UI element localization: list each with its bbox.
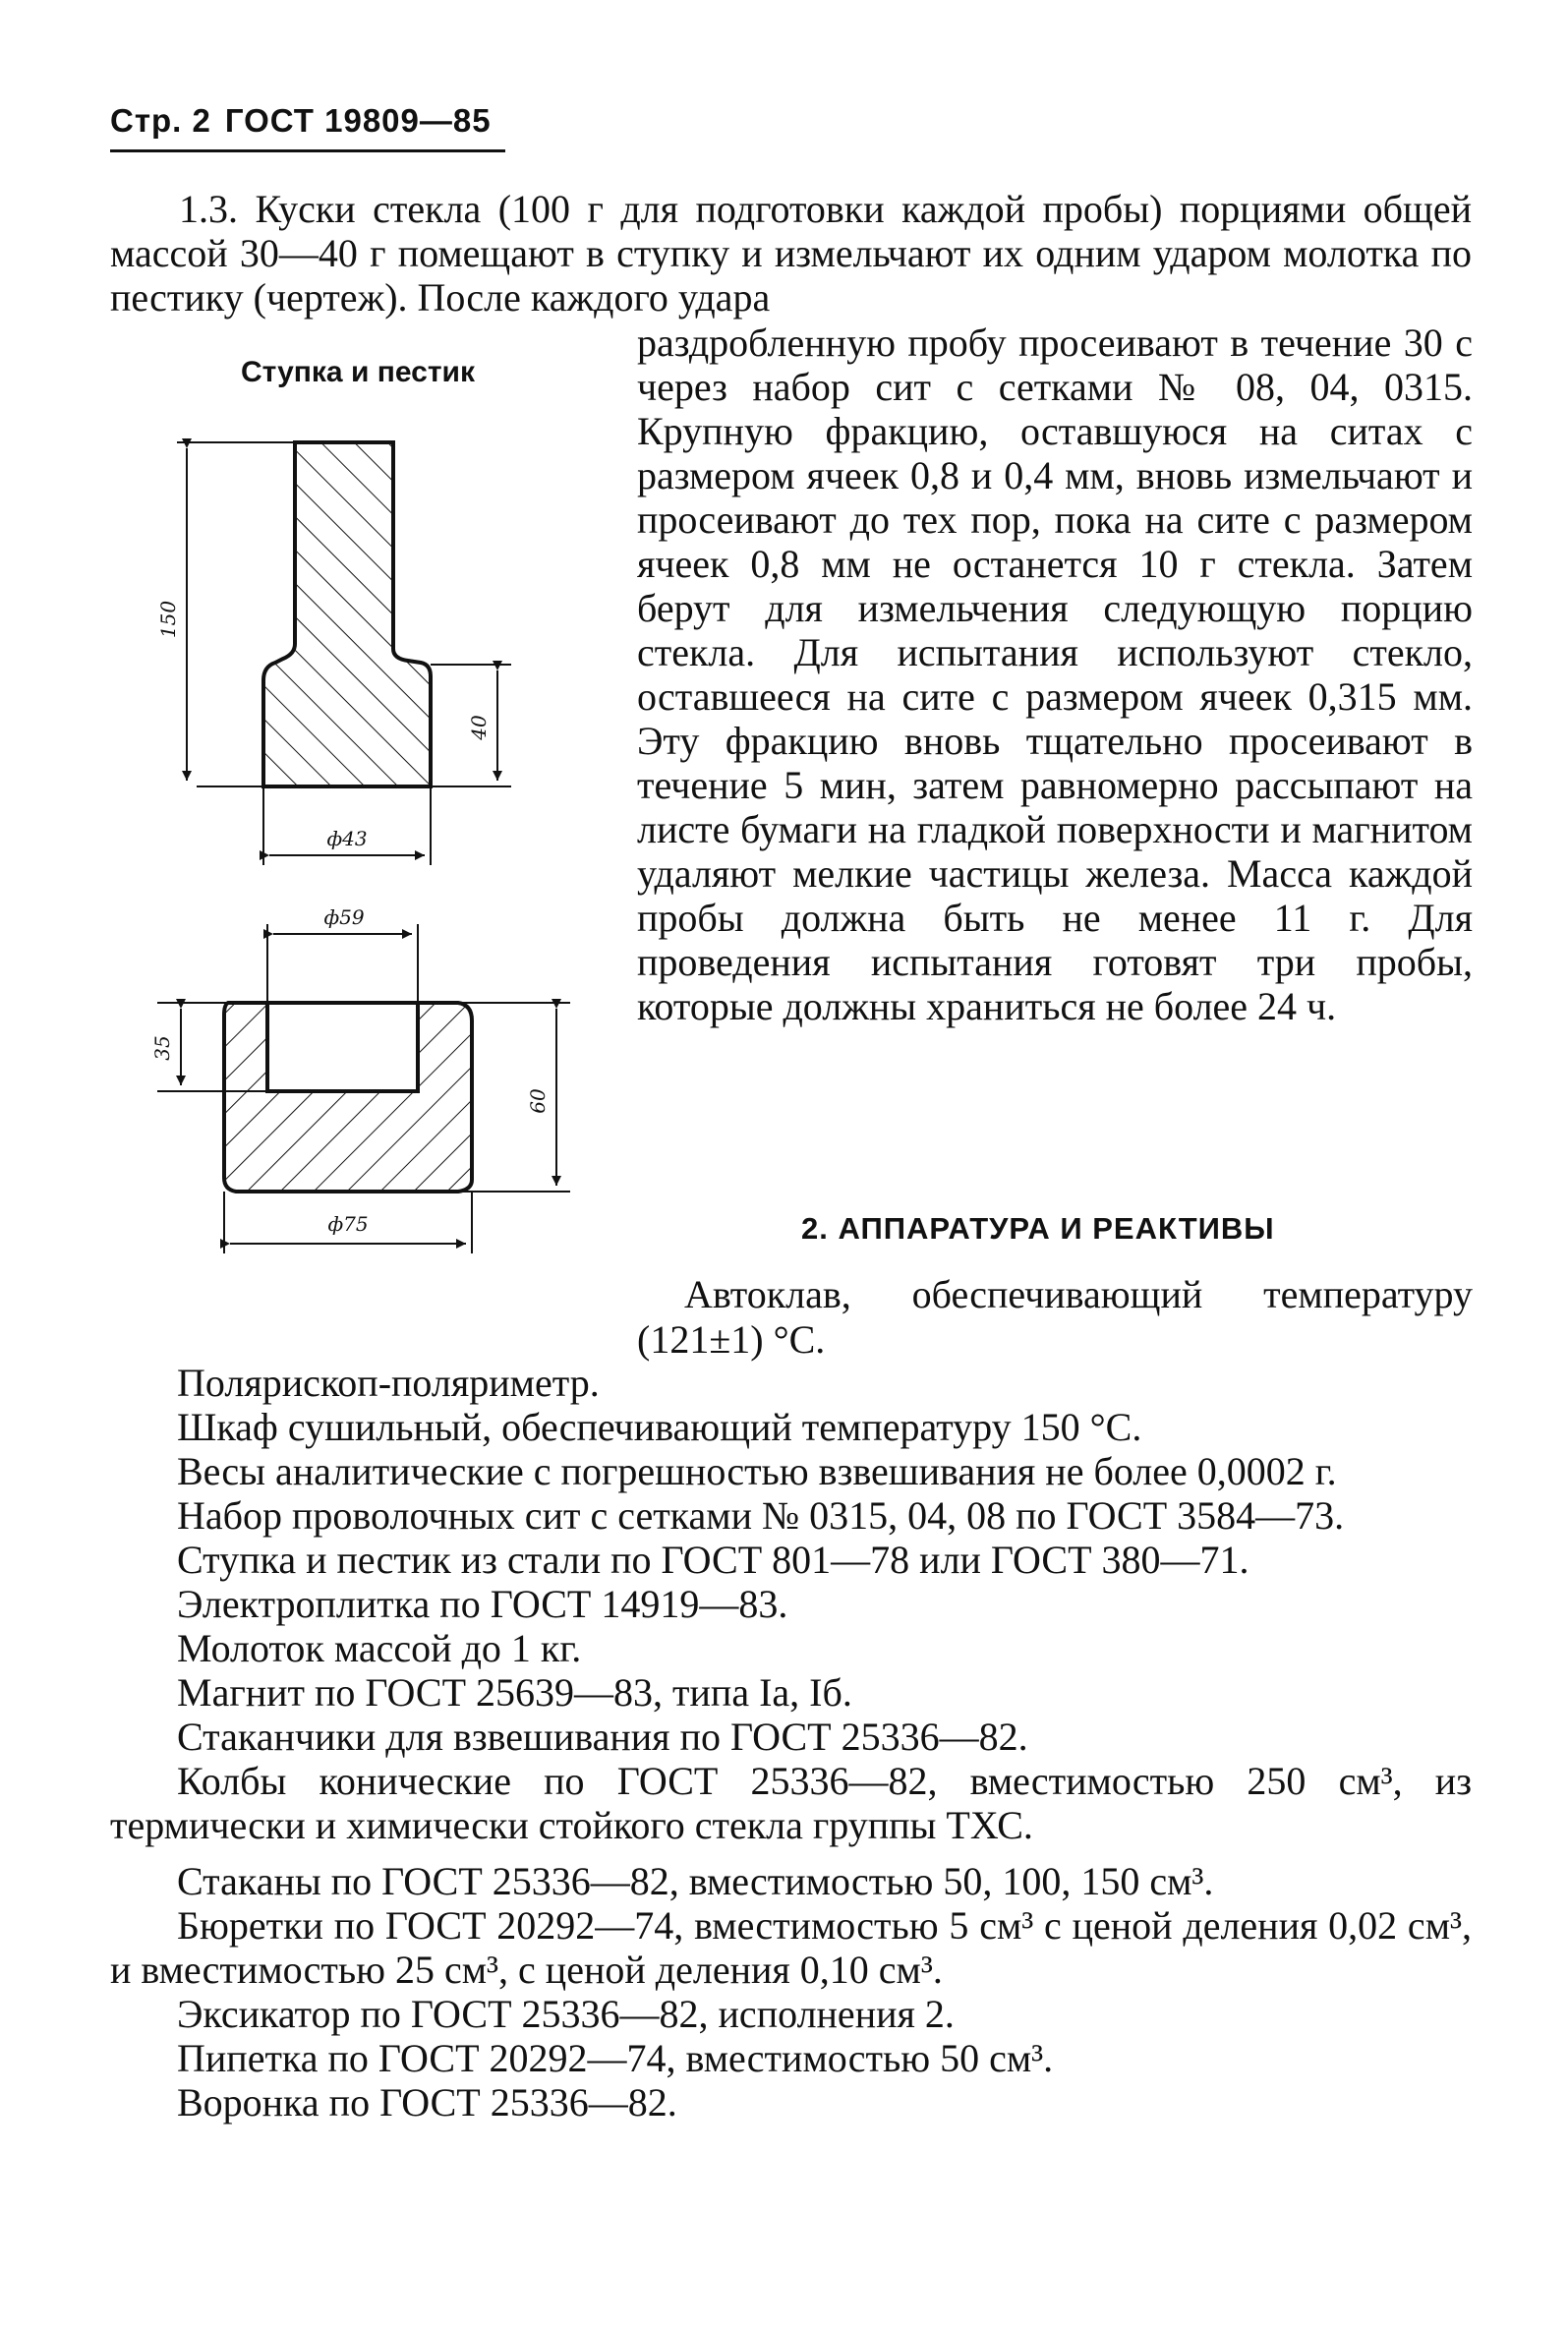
figure-caption: Ступка и пестик xyxy=(241,356,475,388)
list-item: Набор проволочных сит с сетками № 0315, 04, 08 по ГОСТ 3584—73. xyxy=(177,1493,1345,1538)
list-item: Воронка по ГОСТ 25336—82. xyxy=(177,2080,677,2124)
pestle-shape xyxy=(263,442,431,786)
equipment-item-autoclave: Автоклав, обеспечивающий температуру (121±1) °С. xyxy=(637,1272,1473,1362)
list-item: Весы аналитические с погрешностью взвешивания не более 0,0002 г. xyxy=(177,1449,1337,1493)
list-item: Пипетка по ГОСТ 20292—74, вместимостью 50 см³. xyxy=(177,2036,1054,2080)
dim-mortar-inner-diameter: ф59 xyxy=(323,905,365,929)
page-header xyxy=(110,102,505,152)
mortar-pestle-drawing xyxy=(150,413,590,1258)
list-item: Стаканчики для взвешивания по ГОСТ 25336—82. xyxy=(177,1715,1028,1759)
list-item: Полярископ-поляриметр. xyxy=(177,1361,600,1405)
list-item: Магнит по ГОСТ 25639—83, типа Iа, Iб. xyxy=(177,1670,852,1715)
dim-pestle-diameter: ф43 xyxy=(326,827,368,850)
list-item: Ступка и пестик из стали по ГОСТ 801—78 или ГОСТ 380—71. xyxy=(177,1538,1249,1582)
paragraph-1-3-continuation: раздробленную пробу просеивают в течение 30 с через набор сит с сетками № 08, 04, 0315. Крупную фракцию, оставшуюся на ситах с размером ячеек 0,8 и 0,4 мм, вновь измельчают и просеивают до тех пор, пока на сите с размером ячеек 0,8 мм не останется 10 г стекла. Затем берут для измельчения следующую порцию стекла. Для испытания используют стекло, оставшееся на сите с размером ячеек 0,315 мм. Эту фракцию вновь тщательно просеивают в течение 5 мин, затем равномерно рассыпают на листе бумаги на гладкой поверхности и магнитом удаляют мелкие частицы железа. Масса каждой пробы должна быть не менее 11 г. Для проведения испытания готовят три пробы, которые должны храниться не более 24 ч. xyxy=(637,320,1473,1028)
dim-pestle-height: 150 xyxy=(156,600,180,639)
standard-number: ГОСТ 19809—85 xyxy=(224,102,492,139)
page-label: Стр. 2 xyxy=(110,102,211,139)
list-item: Шкаф сушильный, обеспечивающий температуру 150 °С. xyxy=(177,1405,1142,1449)
dim-mortar-depth: 35 xyxy=(150,1035,174,1061)
section-2-title: 2. АППАРАТУРА И РЕАКТИВЫ xyxy=(801,1211,1275,1246)
list-item: Колбы конические по ГОСТ 25336—82, вместимостью 250 см³, из термически и химически стойкого стекла группы ТХС. xyxy=(110,1759,1472,1847)
list-item: Молоток массой до 1 кг. xyxy=(177,1626,582,1670)
dim-mortar-height: 60 xyxy=(526,1088,550,1114)
list-item: Эксикатор по ГОСТ 25336—82, исполнения 2. xyxy=(177,1992,955,2036)
dim-pestle-base-height: 40 xyxy=(467,715,491,740)
list-item: Стаканы по ГОСТ 25336—82, вместимостью 50, 100, 150 см³. xyxy=(177,1859,1214,1903)
dim-mortar-diameter: ф75 xyxy=(327,1212,369,1236)
equipment-list xyxy=(110,1361,1472,2124)
list-item: Бюретки по ГОСТ 20292—74, вместимостью 5 см³ с ценой деления 0,02 см³, и вместимостью 25 см³, с ценой деления 0,10 см³. xyxy=(110,1903,1472,1992)
list-item: Электроплитка по ГОСТ 14919—83. xyxy=(177,1582,788,1626)
paragraph-1-3-intro: 1.3. Куски стекла (100 г для подготовки каждой пробы) порциями общей массой 30—40 г помещают в ступку и измельчают их одним ударом молотка по пестику (чертеж). После каждого удара xyxy=(110,187,1472,320)
